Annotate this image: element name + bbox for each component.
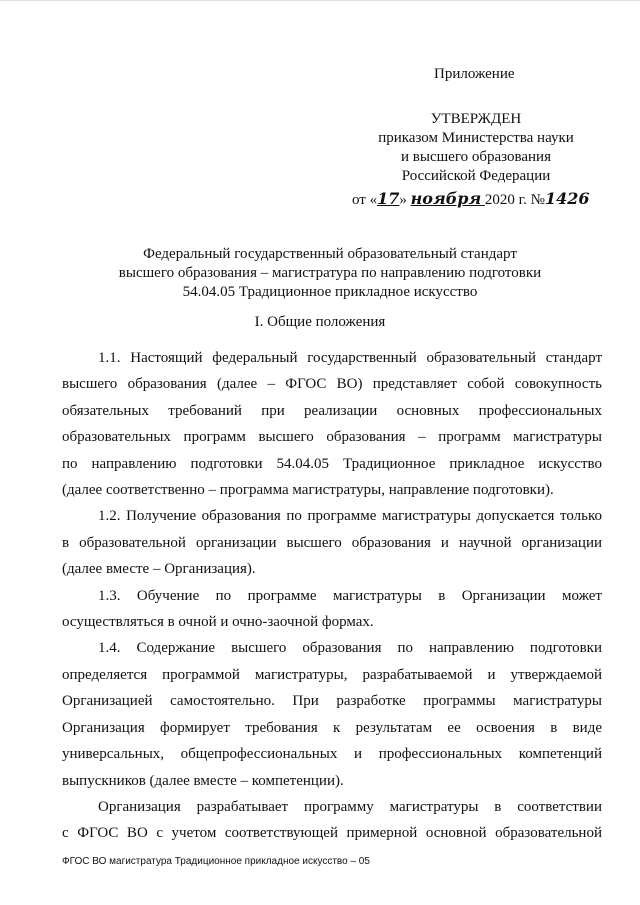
order-date-line bbox=[352, 189, 600, 210]
date-mid: » bbox=[399, 192, 407, 208]
paragraph-line: 1.2. Получение образования по программе магистратуры допускается только bbox=[98, 508, 602, 525]
paragraph-line: 1.1. Настоящий федеральный государственный образовательный стандарт bbox=[98, 350, 602, 366]
title-line-3: 54.04.05 Традиционное прикладное искусство bbox=[182, 284, 478, 300]
date-year: 2020 г. № bbox=[484, 192, 545, 208]
paragraph-line: в образовательной организации высшего образования и научной организации bbox=[62, 534, 602, 551]
paragraph-line: Организация формирует требования к результатам ее освоения в виде bbox=[62, 719, 602, 736]
paragraph-line: определяется программой магистратуры, разрабатываемой и утверждаемой bbox=[62, 666, 602, 683]
document-title bbox=[70, 245, 590, 302]
paragraph-line: образовательных программ высшего образования – программ магистратуры bbox=[62, 429, 602, 446]
paragraph-line: выпускников (далее вместе – компетенции). bbox=[62, 772, 344, 789]
paragraph-line: высшего образования (далее – ФГОС ВО) представляет собой совокупность bbox=[62, 376, 602, 393]
paragraph bbox=[62, 345, 602, 503]
title-line-2: высшего образования – магистратура по направлению подготовки bbox=[118, 265, 542, 281]
paragraph-line: (далее вместе – Организация). bbox=[62, 561, 256, 578]
paragraph-line: Организацией самостоятельно. При разработке программы магистратуры bbox=[62, 693, 602, 710]
page-footer: ФГОС ВО магистратура Традиционное прикладное искусство – 05 bbox=[62, 856, 370, 867]
order-line-3: Российской Федерации bbox=[401, 168, 551, 184]
order-line-2: и высшего образования bbox=[401, 149, 551, 165]
scan-edge bbox=[0, 0, 640, 11]
paragraph bbox=[62, 503, 602, 582]
paragraph-line: универсальных, общепрофессиональных и профессиональных компетенций bbox=[62, 746, 602, 763]
date-day: 17 bbox=[377, 189, 400, 208]
appendix-label: Приложение bbox=[434, 66, 515, 82]
paragraph-line: с ФГОС ВО с учетом соответствующей примерной основной образовательной bbox=[62, 825, 602, 842]
order-number: 1426 bbox=[544, 189, 590, 208]
paragraph-line: осуществляться в очной и очно-заочной формах. bbox=[62, 614, 374, 631]
title-line-1: Федеральный государственный образовательный стандарт bbox=[143, 246, 517, 262]
order-line-1: приказом Министерства науки bbox=[378, 130, 574, 146]
section-heading: I. Общие положения bbox=[254, 314, 386, 330]
paragraph-line: Организация разрабатывает программу магистратуры в соответствии bbox=[98, 798, 602, 815]
paragraph bbox=[62, 635, 602, 793]
date-month: ноября bbox=[410, 189, 482, 208]
approval-block bbox=[352, 110, 600, 210]
paragraph-line: обязательных требований при реализации основных профессиональных bbox=[62, 402, 602, 419]
paragraph bbox=[62, 583, 602, 636]
paragraph-line: (далее соответственно – программа магистратуры, направление подготовки). bbox=[62, 482, 554, 499]
paragraph-line: 1.3. Обучение по программе магистратуры в Организации может bbox=[98, 587, 602, 604]
date-prefix: от « bbox=[352, 192, 378, 208]
paragraph-line: по направлению подготовки 54.04.05 Традиционное прикладное искусство bbox=[62, 455, 602, 472]
approved-label: УТВЕРЖДЕН bbox=[430, 111, 522, 127]
body-text bbox=[62, 345, 602, 847]
paragraph bbox=[62, 794, 602, 847]
paragraph-line: 1.4. Содержание высшего образования по направлению подготовки bbox=[98, 640, 602, 657]
